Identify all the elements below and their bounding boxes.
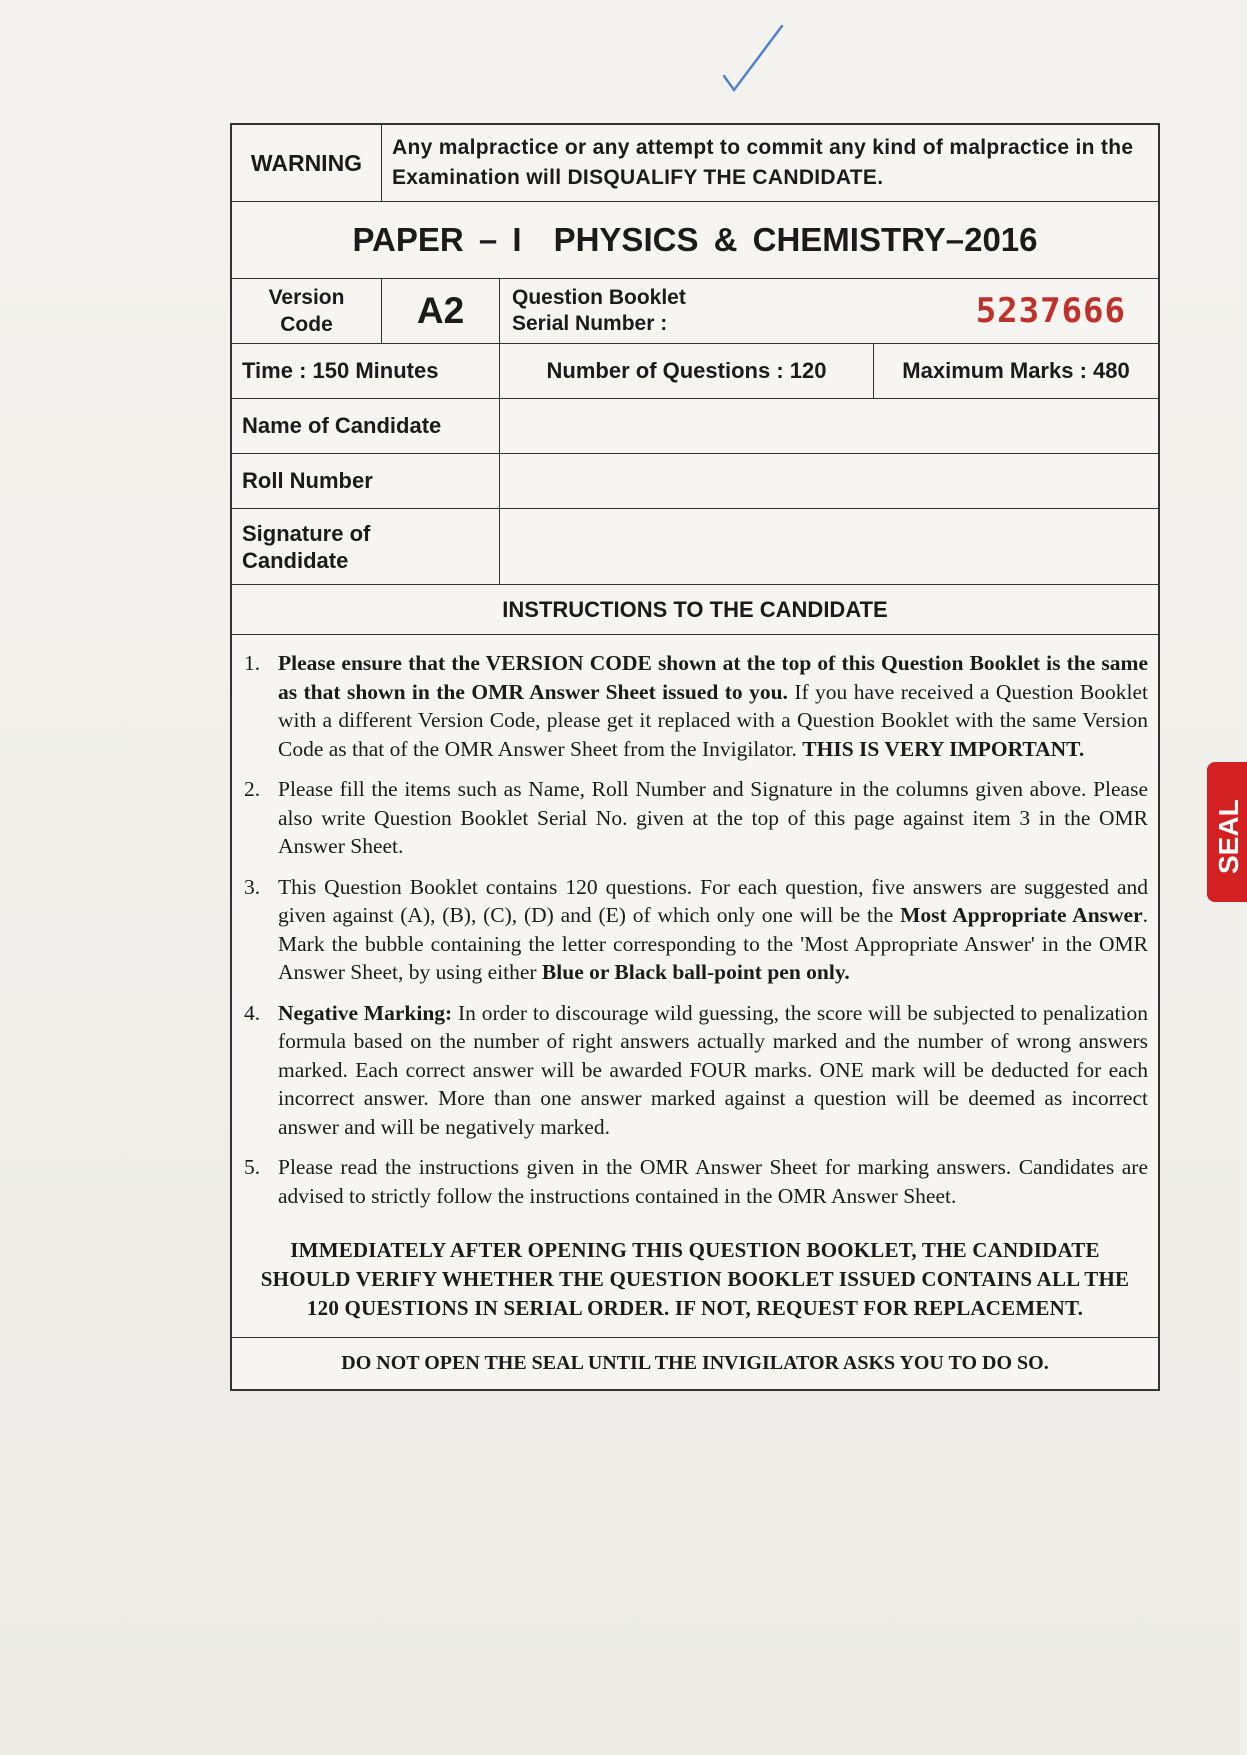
instruction-item: 3. This Question Booklet contains 120 questions. For each question, five answers are suggested and given against (A), (B), (C), (D) and (E) of which only one will be the Most Appropriate Answer. Mark the bubble containing the letter corresponding to the 'Most Appropriate Answer' in the OMR Answer Sheet, by using either Blue or Black ball-point pen only. [244,874,1149,984]
version-row [232,279,1158,344]
roll-number-label: Roll Number [232,454,500,508]
instruction-item: 4. Negative Marking: In order to discourage wild guessing, the score will be subjected to penalization formula based on the number of right answers actually marked and the number of wrong answers marked. Each correct answer will be awarded FOUR marks. ONE mark will be deducted for each incorrect answer. More than one answer marked against a question will be deemed as incorrect answer and will be negatively marked. [244,1000,1148,1139]
warning-label: WARNING [232,125,382,201]
seal-tab[interactable] [1207,762,1247,902]
exam-info-row [232,344,1158,399]
version-code-label: Version Code [232,279,382,343]
warning-text: Any malpractice or any attempt to commit any kind of malpractice in the Examination will DISQUALIFY THE CANDIDATE. [392,136,1134,189]
candidate-name-label: Name of Candidate [232,399,500,453]
signature-label: Signature of Candidate [232,509,500,584]
paper-subject: PHYSICS & CHEMISTRY–2016 [553,221,1038,258]
time-info: Time : 150 Minutes [232,344,500,398]
booklet-cover [230,123,1160,1391]
instructions-list [232,635,1158,1228]
seal-notice: DO NOT OPEN THE SEAL UNTIL THE INVIGILATOR ASKS YOU TO DO SO. [232,1337,1158,1389]
instruction-item: 5. Please read the instructions given in the OMR Answer Sheet for marking answers. Candidates are advised to strictly follow the instructions contained in the OMR Answer Sheet. [244,1155,1148,1208]
paper-title [232,202,1158,278]
instruction-item: 1. Please ensure that the VERSION CODE shown at the top of this Question Booklet is the same as that shown in the OMR Answer Sheet issued to you. If you have received a Question Booklet with a different Version Code, please get it replaced with a Question Booklet with the same Version Code as that of the OMR Answer Sheet from the Invigilator. THIS IS VERY IMPORTANT. [244,651,1149,761]
paper-title-row [232,202,1158,279]
warning-row [232,125,1158,202]
version-code: A2 [382,279,500,343]
candidate-name-field[interactable] [500,399,1158,453]
question-count: Number of Questions : 120 [500,344,874,398]
signature-field[interactable] [500,509,1158,584]
candidate-name-row [232,399,1158,454]
paper-number: PAPER – I [352,221,522,258]
maximum-marks: Maximum Marks : 480 [902,358,1130,383]
instruction-item: 2. Please fill the items such as Name, Roll Number and Signature in the columns given above. Please also write Question Booklet Serial No. given at the top of this page against item 3 in the OMR Answer Sheet. [244,777,1148,858]
instructions-heading-row [232,585,1158,635]
serial-number-label: Question Booklet Serial Number : [512,286,686,335]
roll-number-field[interactable] [500,454,1158,508]
roll-number-row [232,454,1158,509]
seal-tab-label: SEAL [1213,799,1244,874]
signature-row [232,509,1158,585]
immediate-notice: IMMEDIATELY AFTER OPENING THIS QUESTION BOOKLET, THE CANDIDATE SHOULD VERIFY WHETHER THE QUESTION BOOKLET ISSUED CONTAINS ALL THE 120 QUESTIONS IN SERIAL ORDER. IF NOT, REQUEST FOR REPLACEMENT. [260,1238,1130,1320]
instructions-heading: INSTRUCTIONS TO THE CANDIDATE [502,596,888,622]
serial-number: 5237666 [975,291,1126,331]
checkmark-icon [720,20,790,100]
